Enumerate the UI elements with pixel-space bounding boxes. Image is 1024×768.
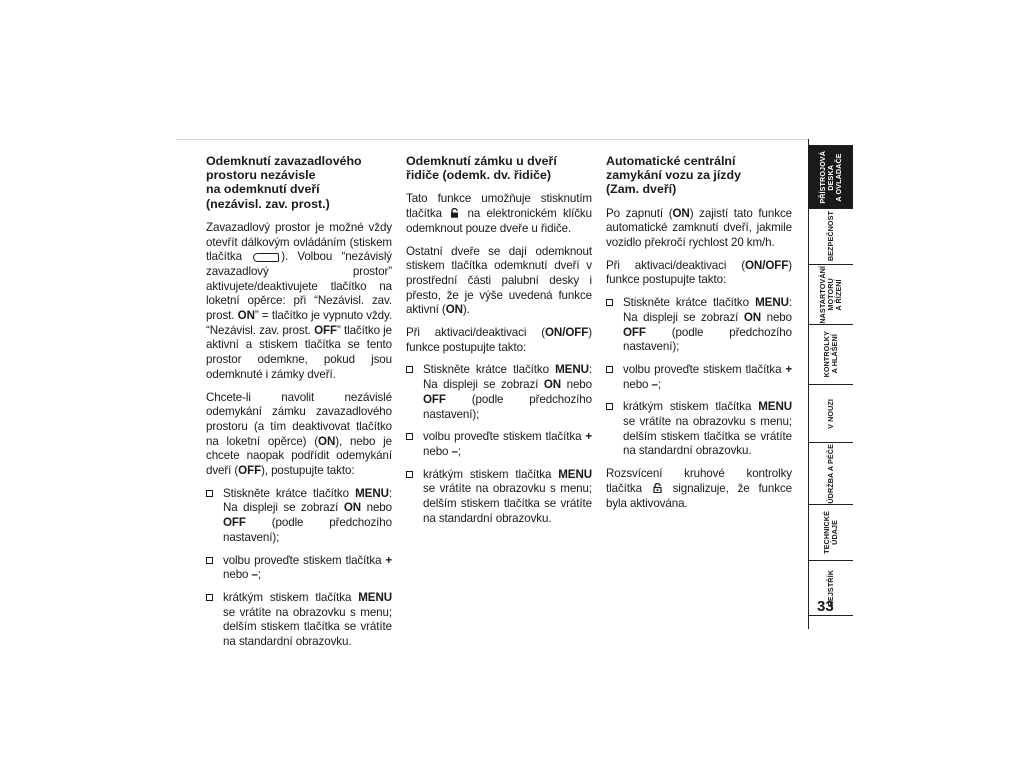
chapter-sidebar [808, 139, 854, 629]
list-item: Stiskněte krátce tlačítko MENU: Na displeji se zobrazí ON nebo OFF (podle předchozího nastavení); [606, 296, 792, 355]
heading-line: prostoru nezávisle [206, 168, 316, 183]
section-heading [606, 154, 792, 197]
list-item: krátkým stiskem tlačítka MENU se vrátíte na obrazovku s menu; delším stiskem tlačítka se vrátíte na standardní obrazovku. [606, 400, 792, 459]
checkbox-bullet-icon [206, 490, 213, 497]
checkbox-bullet-icon [406, 366, 413, 373]
list-item: volbu proveďte stiskem tlačítka + nebo –; [406, 430, 592, 459]
page-number: 33 [817, 598, 834, 615]
paragraph: Po zapnutí (ON) zajistí tato funkce automatické zamknutí dveří, jakmile vozidlo překročí rychlost 20 km/h. [606, 206, 792, 250]
section-heading [206, 154, 392, 211]
heading-line: Odemknutí zámku u dveří [406, 154, 557, 168]
paragraph: Tato funkce umožňuje stisknutím tlačítka na elektronickém klíčku odemknout pouze dveře u řidiče. [406, 192, 592, 235]
section-heading [406, 154, 592, 182]
column-trunk-unlock [206, 154, 392, 658]
tab-instrument-panel[interactable]: PŘÍSTROJOVÁ DESKA A OVLADAČE [808, 145, 853, 208]
paragraph: Ostatní dveře se dají odemknout stiskem tlačítka odemknutí dveří v prostřední části palubní desky i přesto, že je výše uvedená funkce aktivní (ON). [406, 244, 592, 317]
paragraph: Rozsvícení kruhové kontrolky tlačítka signalizuje, že funkce byla aktivována. [606, 467, 792, 510]
paragraph: Chcete-li navolit nezávislé odemykání zámku zavazadlového prostoru (a tím deaktivovat tlačítko na loketní opěrce) (ON), nebo je chcete naopak podřídit odemykání dveří (OFF), postupujte takto: [206, 390, 392, 478]
checkbox-bullet-icon [606, 403, 613, 410]
paragraph: Při aktivaci/deaktivaci (ON/OFF) funkce postupujte takto: [606, 258, 792, 287]
heading-line: na odemknutí dveří [206, 182, 320, 197]
tab-warning-lights[interactable]: KONTROLKY A HLÁŠENÍ [808, 324, 853, 384]
heading-line: (Zam. dveří) [606, 182, 677, 197]
tab-maintenance[interactable]: ÚDRŽBA A PÉČE [808, 442, 853, 504]
tab-starting-driving[interactable]: NASTARTOVÁNÍ MOTORU A ŘÍZENÍ [808, 264, 853, 324]
list-item: Stiskněte krátce tlačítko MENU: Na displeji se zobrazí ON nebo OFF (podle předchozího nastavení); [406, 363, 592, 422]
checkbox-bullet-icon [206, 557, 213, 564]
tab-technical-data[interactable]: TECHNICKÉ ÚDAJE [808, 504, 853, 560]
heading-line: Automatické centrální [606, 154, 736, 168]
heading-line: (nezávisl. zav. prost.) [206, 196, 330, 211]
list-item: volbu proveďte stiskem tlačítka + nebo –; [206, 554, 392, 583]
column-auto-lock [606, 154, 792, 519]
heading-line: řidiče (odemk. dv. řidiče) [406, 168, 552, 183]
list-item: volbu proveďte stiskem tlačítka + nebo –; [606, 363, 792, 392]
tab-safety[interactable]: BEZPEČNOST [808, 208, 853, 264]
checkbox-bullet-icon [406, 471, 413, 478]
checkbox-bullet-icon [406, 433, 413, 440]
column-driver-door-unlock [406, 154, 592, 534]
list-item: Stiskněte krátce tlačítko MENU: Na displeji se zobrazí ON nebo OFF (podle předchozího nastavení); [206, 487, 392, 546]
padlock-icon [653, 483, 662, 493]
list-item: krátkým stiskem tlačítka MENU se vrátíte na obrazovku s menu; delším stiskem tlačítka se vrátíte na standardní obrazovku. [406, 468, 592, 527]
tab-emergency[interactable]: V NOUZI [808, 384, 853, 442]
padlock-icon [450, 208, 459, 218]
heading-line: zamykání vozu za jízdy [606, 168, 741, 183]
checkbox-bullet-icon [606, 299, 613, 306]
key-fob-button-icon [253, 253, 279, 262]
paragraph: Při aktivaci/deaktivaci (ON/OFF) funkce postupujte takto: [406, 326, 592, 354]
heading-line: Odemknutí zavazadlového [206, 154, 362, 168]
checkbox-bullet-icon [606, 366, 613, 373]
tab-index[interactable]: REJSTŘÍK [808, 560, 853, 616]
checkbox-bullet-icon [206, 594, 213, 601]
top-rule [176, 139, 808, 140]
paragraph: Zavazadlový prostor je možné vždy otevřít dálkovým ovládáním (stiskem tlačítka ). Volbou “nezávislý zavazadlový prostor” aktivujete/deaktivujete tlačítko na loketní opěrce: při “Nezávisl. zav. prost. ON” = tlačítko je vypnuto vždy. “Nezávisl. zav. prost. OFF” tlačítko je aktivní a stiskem tlačítka se tento prostor odemkne, pokud jsou odemknuté i zámky dveří. [206, 220, 392, 381]
list-item: krátkým stiskem tlačítka MENU se vrátíte na obrazovku s menu; delším stiskem tlačítka se vrátíte na standardní obrazovku. [206, 591, 392, 650]
